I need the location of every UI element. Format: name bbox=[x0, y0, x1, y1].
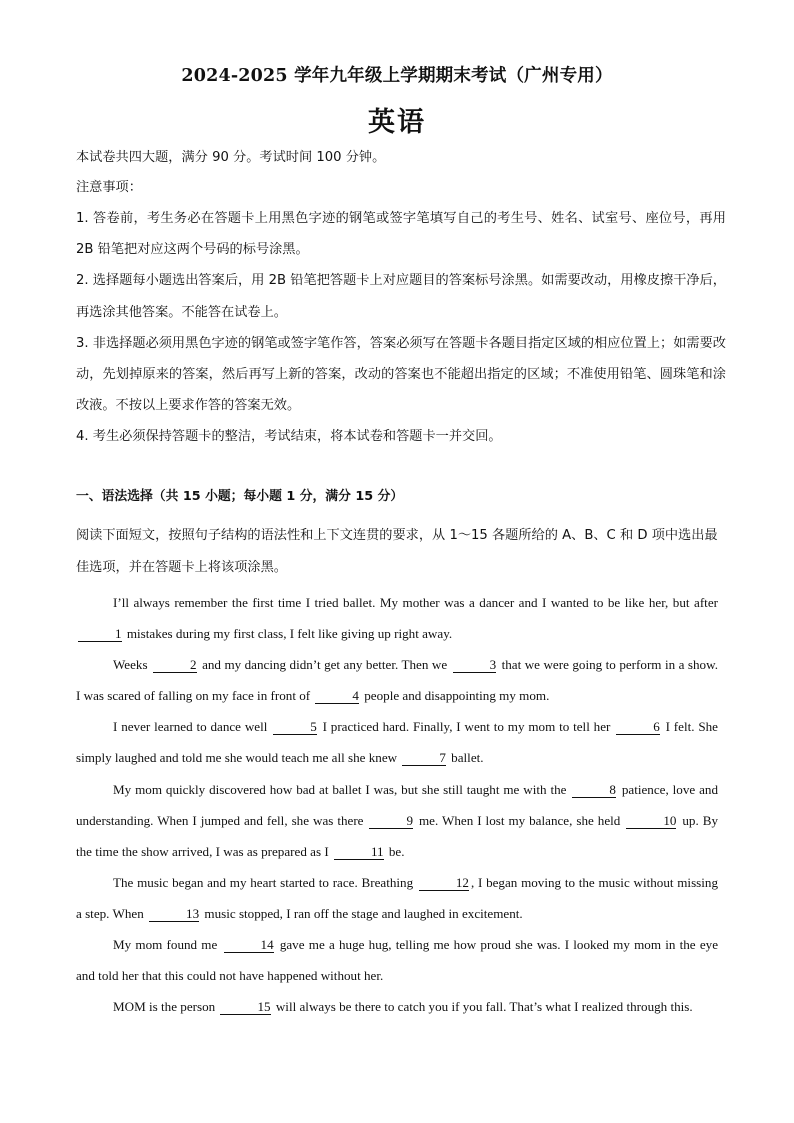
passage-paragraph bbox=[76, 867, 718, 929]
section-heading: 一、语法选择（共 15 小题；每小题 1 分，满分 15 分） bbox=[76, 489, 404, 504]
note-item: 1. 答卷前，考生务必在答题卡上用黑色字迹的钢笔或签字笔填写自己的考生号、姓名、试室号、座位号，再用 2B 铅笔把对应这两个号码的标号涂黑。 bbox=[76, 211, 726, 258]
answer-blank-14: 14 bbox=[224, 938, 274, 953]
passage-paragraph bbox=[76, 649, 718, 711]
answer-blank-12: 12 bbox=[419, 876, 469, 891]
passage-text: up. By the time the show arrived, I was as prepared as I bbox=[76, 812, 718, 859]
passage-text: Weeks bbox=[113, 657, 152, 673]
answer-blank-15: 15 bbox=[220, 1000, 270, 1015]
passage-text: be. bbox=[385, 843, 405, 859]
answer-blank-13: 13 bbox=[149, 907, 199, 922]
subject-title: 英语 bbox=[368, 107, 426, 138]
passage-text: patience, love and understanding. When I jumped and fell, she was there bbox=[76, 781, 718, 828]
passage-text: I’ll always remember the first time I tried ballet. My mother was a dancer and I wanted to be like her, but after bbox=[113, 595, 718, 610]
passage-text: My mom found me bbox=[113, 937, 222, 953]
section-instruction: 阅读下面短文，按照句子结构的语法性和上下文连贯的要求，从 1～15 各题所给的 A、B、C 和 D 项中选出最佳选项，并在答题卡上将该项涂黑。 bbox=[76, 528, 718, 575]
answer-blank-3: 3 bbox=[453, 658, 497, 673]
answer-blank-6: 6 bbox=[616, 720, 660, 735]
passage-text: and my dancing didn’t get any better. Then we bbox=[198, 657, 451, 673]
passage-text: ballet. bbox=[447, 750, 484, 766]
answer-blank-5: 5 bbox=[273, 720, 317, 735]
notice-label: 注意事项： bbox=[76, 180, 142, 195]
exam-title: 2024-2025 学年九年级上学期期末考试（广州专用） bbox=[181, 66, 613, 86]
answer-blank-9: 9 bbox=[369, 814, 413, 829]
answer-blank-4: 4 bbox=[315, 689, 359, 704]
passage-text: people and disappointing my mom. bbox=[360, 688, 550, 704]
passage-paragraph bbox=[76, 991, 718, 1022]
answer-blank-7: 7 bbox=[402, 751, 446, 766]
passage-text: I never learned to dance well bbox=[113, 719, 272, 735]
note-item: 2. 选择题每小题选出答案后，用 2B 铅笔把答题卡上对应题目的答案标号涂黑。如需要改动，用橡皮擦干净后，再选涂其他答案。不能答在试卷上。 bbox=[76, 273, 726, 320]
passage-text: that we were going to perform in a show. I was scared of falling on my face in front of bbox=[76, 657, 718, 704]
answer-blank-11: 11 bbox=[334, 845, 384, 860]
answer-blank-1: 1 bbox=[78, 627, 122, 642]
exam-intro: 本试卷共四大题，满分 90 分。考试时间 100 分钟。 bbox=[76, 150, 386, 165]
passage-text: I felt. She simply laughed and told me she would teach me all she knew bbox=[76, 719, 718, 766]
passage-paragraph bbox=[76, 711, 718, 773]
answer-blank-2: 2 bbox=[153, 658, 197, 673]
passage-text: MOM is the person bbox=[113, 999, 219, 1015]
passage-text: The music began and my heart started to race. Breathing bbox=[113, 874, 417, 890]
answer-blank-10: 10 bbox=[626, 814, 676, 829]
note-item: 4. 考生必须保持答题卡的整洁，考试结束，将本试卷和答题卡一并交回。 bbox=[76, 429, 502, 445]
passage-text: I practiced hard. Finally, I went to my mom to tell her bbox=[318, 719, 615, 735]
passage-paragraph bbox=[76, 587, 718, 649]
passage-text: My mom quickly discovered how bad at ballet I was, but she still taught me with the bbox=[113, 781, 571, 797]
passage-paragraph bbox=[76, 929, 718, 991]
passage-text: , I began moving to the music without missing a step. When bbox=[76, 874, 718, 921]
passage-text: me. When I lost my balance, she held bbox=[415, 812, 625, 828]
passage-text: gave me a huge hug, telling me how proud she was. I looked my mom in the eye and told her that this could not have happened without her. bbox=[76, 937, 718, 984]
reading-passage bbox=[76, 587, 718, 1022]
passage-text: music stopped, I ran off the stage and laughed in excitement. bbox=[201, 905, 523, 921]
passage-paragraph bbox=[76, 774, 718, 867]
answer-blank-8: 8 bbox=[572, 783, 616, 798]
note-item: 3. 非选择题必须用黑色字迹的钢笔或签字笔作答，答案必须写在答题卡各题目指定区域的相应位置上；如需要改动，先划掉原来的答案，然后再写上新的答案，改动的答案也不能超出指定的区域；不准使用铅笔、圆珠笔和涂改液。不按以上要求作答的答案无效。 bbox=[76, 335, 726, 414]
passage-text: will always be there to catch you if you fall. That’s what I realized through this. bbox=[272, 999, 693, 1015]
notes-list bbox=[76, 203, 726, 453]
passage-text: mistakes during my first class, I felt like giving up right away. bbox=[123, 626, 453, 642]
